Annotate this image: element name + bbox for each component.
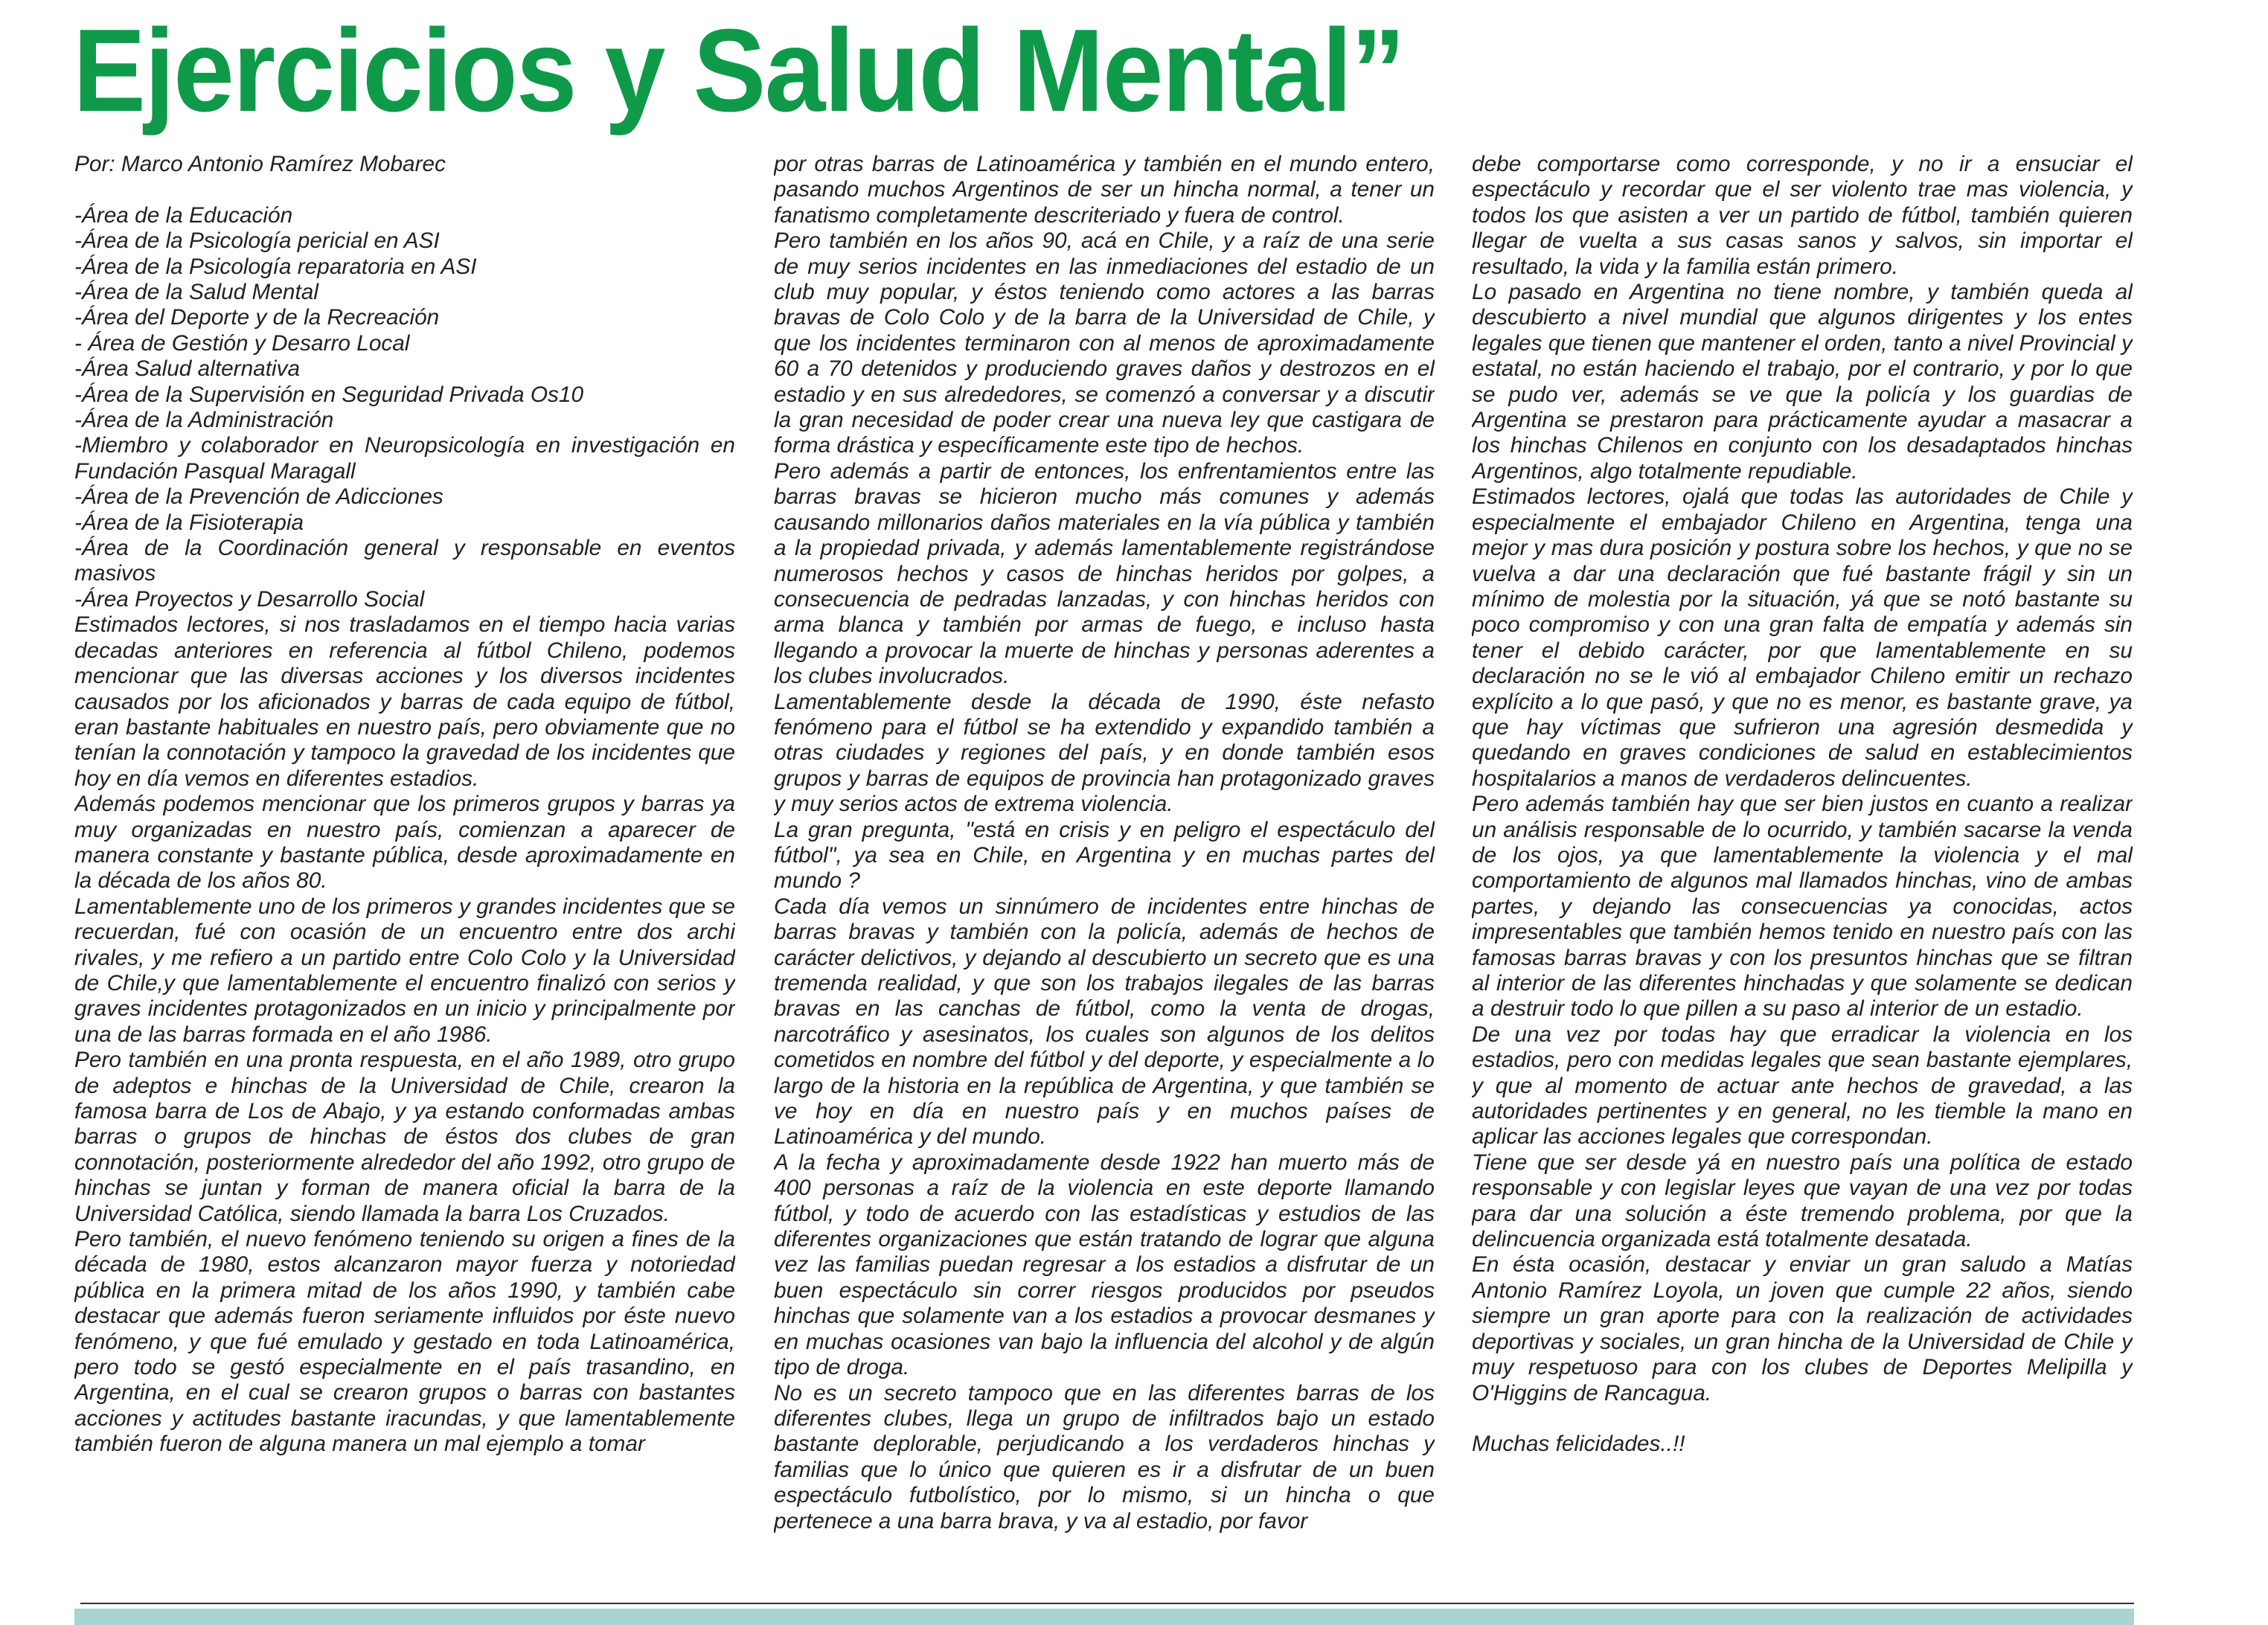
paragraph: por otras barras de Latinoamérica y también en el mundo entero, pasando muchos Argentinos de ser un hincha normal, a tener un fanatismo completamente descriteriado y fuera de control. xyxy=(774,152,1435,228)
area-item: -Área de la Fisioterapia xyxy=(74,510,304,535)
area-item: -Área de la Supervisión en Seguridad Privada Os10 xyxy=(74,382,584,407)
area-item: -Área de la Psicología pericial en ASI xyxy=(74,228,440,254)
bottom-rule xyxy=(80,1603,2134,1604)
paragraph: Estimados lectores, ojalá que todas las autoridades de Chile y especialmente el embajador Chileno en Argentina, tenga una mejor y mas dura posición y postura sobre los hechos, y que no se vuelva a dar una declaración que fué bastante frágil y sin un mínimo de molestia por la situación, yá que se notó bastante su poco compromiso y con una gran falta de empatía y además sin tener el debido carácter, por que lamentablemente en su declaración no se le vió al embajador Chileno emitir un rechazo explícito a lo que pasó, y que no es menor, es bastante grave, ya que hay víctimas que sufrieron una agresión desmedida y quedando en graves condiciones de salud en establecimientos hospitalarios a manos de verdaderos delincuentes. xyxy=(1472,484,2133,791)
area-item: -Área de la Administración xyxy=(74,408,334,433)
paragraph: Estimados lectores, si nos trasladamos en el tiempo hacia varias decadas anteriores en referencia al fútbol Chileno, podemos mencionar que las diversas acciones y los diversos incidentes causados por los aficionados y barras de cada equipo de fútbol, eran bastante habituales en nuestro país, pero obviamente que no tenían la connotación y tampoco la gravedad de los incidentes que hoy en día vemos en diferentes estadios. xyxy=(74,612,735,791)
closing-line: Muchas felicidades..!! xyxy=(1472,1432,1685,1457)
area-item: -Área Salud alternativa xyxy=(74,356,301,382)
area-item: - Área de Gestión y Desarro Local xyxy=(74,330,410,356)
area-item: -Área de la Salud Mental xyxy=(74,280,318,305)
paragraph: Lamentablemente uno de los primeros y grandes incidentes que se recuerdan, fué con ocasión de un encuentro entre dos archi rivales, y me refiero a un partido entre Colo Colo y la Universidad de Chile,y que lamentablemente el encuentro finalizó con serios y graves incidentes protagonizados en un inicio y principalmente por una de las barras formada en el año 1986. xyxy=(74,894,735,1047)
paragraph: Lamentablemente desde la década de 1990, éste nefasto fenómeno para el fútbol se ha extendido y expandido también a otras ciudades y regiones del país, y en donde también esos grupos y barras de equipos de provincia han protagonizado graves y muy serios actos de extrema violencia. xyxy=(774,689,1435,817)
paragraph: debe comportarse como corresponde, y no ir a ensuciar el espectáculo y recordar que el ser violento trae mas violencia, y todos los que asisten a ver un partido de fútbol, también quieren llegar de vuelta a sus casas sanos y salvos, sin importar el resultado, la vida y la familia están primero. xyxy=(1472,152,2133,279)
area-item: -Área de la Prevención de Adicciones xyxy=(74,484,443,510)
paragraph: En ésta ocasión, destacar y enviar un gran saludo a Matías Antonio Ramírez Loyola, un joven que cumple 22 años, siendo siempre un gran aporte para con la realización de actividades deportivas y sociales, un gran hincha de la Universidad de Chile y muy respetuoso para con los clubes de Deportes Melipilla y O'Higgins de Rancagua. xyxy=(1472,1252,2133,1406)
paragraph: Pero además a partir de entonces, los enfrentamientos entre las barras bravas se hicieron mucho más comunes y además causando millonarios daños materiales en la vía pública y también a la propiedad privada, y además lamentablemente registrándose numerosos hechos y casos de hinchas heridos por golpes, a consecuencia de pedradas lanzadas, y con hinchas heridos con arma blanca y también por armas de fuego, e incluso hasta llegando a provocar la muerte de hinchas y personas aderentes a los clubes involucrados. xyxy=(774,458,1435,689)
paragraph: Cada día vemos un sinnúmero de incidentes entre hinchas de barras bravas y también con la policía, además de hechos de carácter delictivos, y dejando al descubierto un secreto que es una tremenda realidad, y que son los trabajos ilegales de las barras bravas en las canchas de fútbol, como la venta de drogas, narcotráfico y asesinatos, los cuales son algunos de los delitos cometidos en nombre del fútbol y del deporte, y especialmente a lo largo de la historia en la república de Argentina, y que también se ve hoy en día en nuestro país y en muchos países de Latinoamérica y del mundo. xyxy=(774,894,1435,1150)
paragraph: De una vez por todas hay que erradicar la violencia en los estadios, pero con medidas legales que sean bastante ejemplares, y que al momento de actuar ante hechos de gravedad, a las autoridades pertinentes y en general, no les tiemble la mano en aplicar las acciones legales que correspondan. xyxy=(1472,1022,2133,1150)
paragraph: Tiene que ser desde yá en nuestro país una política de estado responsable y con legislar leyes que vayan de una vez por todas para dar una solución a éste tremendo problema, por que la delincuencia organizada está totalmente desatada. xyxy=(1472,1150,2133,1252)
paragraph: Pero también en una pronta respuesta, en el año 1989, otro grupo de adeptos e hinchas de la Universidad de Chile, crearon la famosa barra de Los de Abajo, y ya estando conformadas ambas barras o grupos de hinchas de éstos dos clubes de gran connotación, posteriormente alrededor del año 1992, otro grupo de hinchas se juntan y forman de manera oficial la barra de la Universidad Católica, siendo llamada la barra Los Cruzados. xyxy=(74,1048,735,1226)
area-item: -Miembro y colaborador en Neuropsicología en investigación en Fundación Pasqual Maragall xyxy=(74,433,735,484)
article-column-2 xyxy=(774,152,1435,1588)
area-item: -Área de la Psicología reparatoria en ASI xyxy=(74,254,477,279)
bottom-band xyxy=(74,1609,2134,1625)
article-column-3 xyxy=(1472,152,2133,1588)
area-item: -Área de la Educación xyxy=(74,202,293,228)
paragraph: Lo pasado en Argentina no tiene nombre, y también queda al descubierto a nivel mundial que algunos dirigentes y los entes legales que tienen que mantener el orden, tanto a nivel Provincial y estatal, no están haciendo el trabajo, por el contrario, y por lo que se pudo ver, además se ve que la policía y los guardias de Argentina se prestaron para prácticamente ayudar a masacrar a los hinchas Chilenos en conjunto con los desadaptados hinchas Argentinos, algo totalmente repudiable. xyxy=(1472,280,2133,484)
paragraph: La gran pregunta, "está en crisis y en peligro el espectáculo del fútbol", ya sea en Chile, en Argentina y en muchas partes del mundo ? xyxy=(774,817,1435,894)
paragraph: Pero además también hay que ser bien justos en cuanto a realizar un análisis responsable de lo ocurrido, y también sacarse la venda de los ojos, ya que lamentablemente la violencia y el mal comportamiento de algunos mal llamados hinchas, vino de ambas partes, y dejando las consecuencias ya conocidas, actos impresentables que también hemos tenido en nuestro país con las famosas barras bravas y con los presuntos hinchas que se filtran al interior de las diferentes hinchadas y que solamente se dedican a destruir todo lo que pillen a su paso al interior de un estadio. xyxy=(1472,792,2133,1022)
paragraph: Pero también en los años 90, acá en Chile, y a raíz de una serie de muy serios incidentes en las inmediaciones del estadio de un club muy popular, y éstos teniendo como actores a las barras bravas de Colo Colo y de la barra de la Universidad de Chile, y que los incidentes terminaron con al menos de aproximadamente 60 a 70 detenidos y produciendo graves daños y destrozos en el estadio y en sus alrededores, se comenzó a conversar y a discutir la gran necesidad de poder crear una nueva ley que castigara de forma drástica y específicamente este tipo de hechos. xyxy=(774,228,1435,458)
article-column-1 xyxy=(74,152,735,1588)
area-item: -Área Proyectos y Desarrollo Social xyxy=(74,586,425,612)
area-item: -Área del Deporte y de la Recreación xyxy=(74,305,440,330)
area-item: -Área de la Coordinación general y responsable en eventos masivos xyxy=(74,536,735,586)
spacer xyxy=(74,177,735,202)
spacer xyxy=(1472,1406,2133,1432)
paragraph: A la fecha y aproximadamente desde 1922 han muerto más de 400 personas a raíz de la violencia en este deporte llamando fútbol, y todo de acuerdo con las estadísticas y estudios de las diferentes organizaciones que están tratando de lograr que alguna vez las familias puedan regresar a los estadios a disfrutar de un buen espectáculo sin correr riesgos producidos por pseudos hinchas que solamente van a los estadios a provocar desmanes y en muchas ocasiones van bajo la influencia del alcohol y de algún tipo de droga. xyxy=(774,1150,1435,1380)
paragraph: No es un secreto tampoco que en las diferentes barras de los diferentes clubes, llega un grupo de infiltrados bajo un estado bastante deplorable, perjudicando a los verdaderos hinchas y familias que lo único que quieren es ir a disfrutar de un buen espectáculo futbolístico, por lo mismo, si un hincha o que pertenece a una barra brava, y va al estadio, por favor xyxy=(774,1380,1435,1533)
paragraph: Pero también, el nuevo fenómeno teniendo su origen a fines de la década de 1980, estos alcanzaron mayor fuerza y notoriedad pública en la primera mitad de los años 1990, y también cabe destacar que además fueron seriamente influidos por éste nuevo fenómeno, y que fué emulado y gestado en toda Latinoamérica, pero todo se gestó especialmente en el país trasandino, en Argentina, en el cual se crearon grupos o barras con bastantes acciones y actitudes bastante iracundas, y que lamentablemente también fueron de alguna manera un mal ejemplo a tomar xyxy=(74,1227,735,1457)
headline: Ejercicios y Salud Mental” xyxy=(73,5,1405,136)
byline: Por: Marco Antonio Ramírez Mobarec xyxy=(74,152,446,176)
paragraph: Además podemos mencionar que los primeros grupos y barras ya muy organizadas en nuestro país, comienzan a aparecer de manera constante y bastante pública, desde aproximadamente en la década de los años 80. xyxy=(74,792,735,894)
